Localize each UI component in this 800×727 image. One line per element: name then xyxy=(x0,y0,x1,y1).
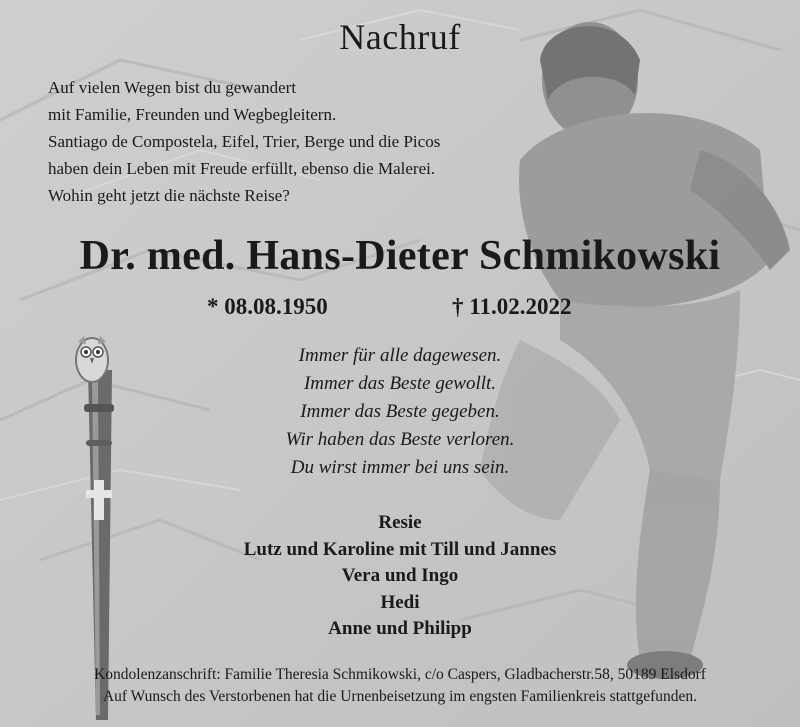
intro-line: Wohin geht jetzt die nächste Reise? xyxy=(48,186,290,205)
verse-line: Immer das Beste gewollt. xyxy=(303,373,497,394)
burial-note: Auf Wunsch des Verstorbenen hat die Urnenbeisetzung im engsten Familienkreis stattgefunden. xyxy=(102,688,698,705)
birth-date: * 08.08.1950 xyxy=(207,294,328,319)
intro-line: Auf vielen Wegen bist du gewandert xyxy=(48,78,297,97)
mourners-list xyxy=(0,510,800,643)
intro-line: haben dein Leben mit Freude erfüllt, ebenso die Malerei. xyxy=(48,159,436,178)
condolence-address: Kondolenzanschrift: Familie Theresia Schmikowski, c/o Caspers, Gladbacherstr.58, 50189 Elsdorf xyxy=(94,666,706,683)
mourner: Lutz und Karoline mit Till und Jannes xyxy=(243,538,557,560)
death-date: † 11.02.2022 xyxy=(452,294,572,319)
notice-footer xyxy=(0,664,800,708)
mourner: Resie xyxy=(378,512,422,533)
verse-line: Immer das Beste gegeben. xyxy=(300,401,500,422)
memorial-verse xyxy=(0,342,800,482)
intro-line: Santiago de Compostela, Eifel, Trier, Berge und die Picos xyxy=(48,132,441,151)
deceased-name: Dr. med. Hans-Dieter Schmikowski xyxy=(79,233,721,279)
notice-heading: Nachruf xyxy=(339,17,461,57)
intro-line: mit Familie, Freunden und Wegbegleitern. xyxy=(48,105,337,124)
verse-line: Du wirst immer bei uns sein. xyxy=(290,457,510,478)
mourner: Anne und Philipp xyxy=(328,618,472,639)
mourner: Hedi xyxy=(380,591,420,613)
verse-line: Immer für alle dagewesen. xyxy=(298,345,502,366)
intro-poem xyxy=(48,74,440,209)
mourner: Vera und Ingo xyxy=(341,565,459,586)
verse-line: Wir haben das Beste verloren. xyxy=(285,429,515,450)
